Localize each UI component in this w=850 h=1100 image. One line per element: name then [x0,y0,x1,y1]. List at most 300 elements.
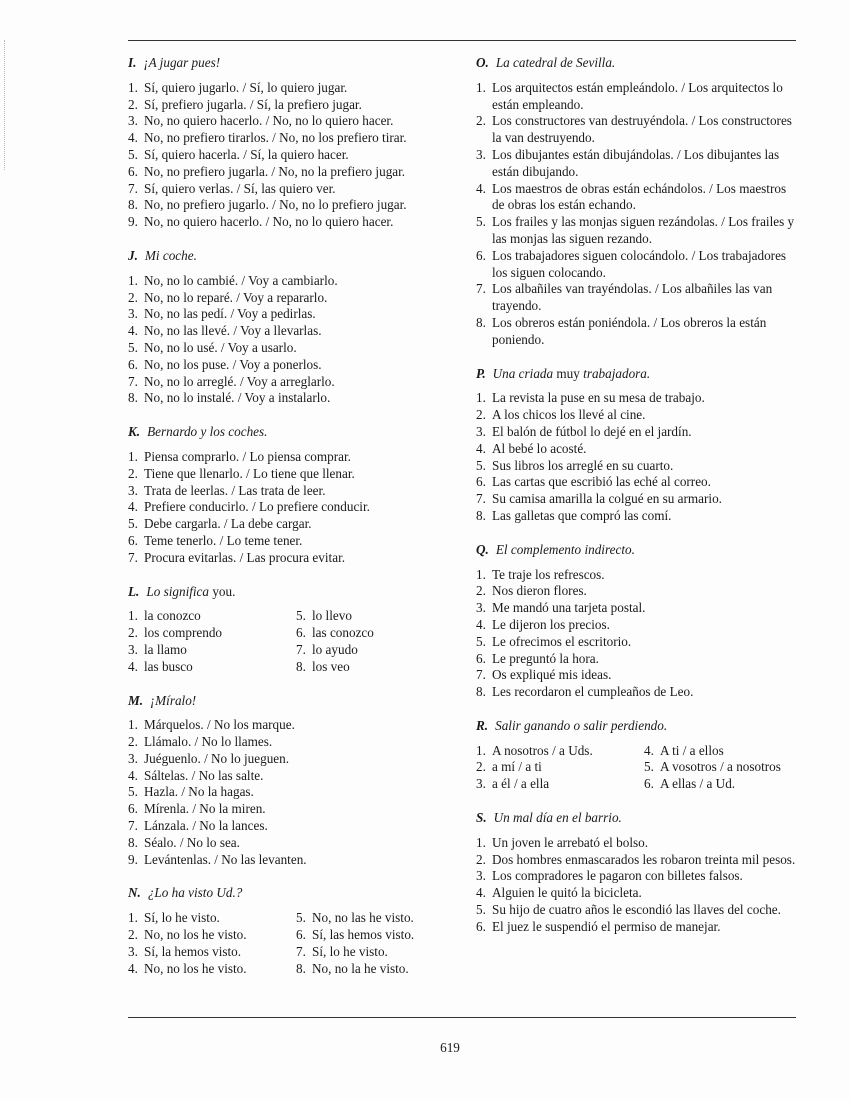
section-title [128,693,438,710]
answer-item [476,407,796,424]
item-text: Piensa comprarlo. / Lo piensa comprar. [144,448,351,464]
top-rule [128,40,796,41]
answer-item [476,491,796,508]
item-number: 8. [296,658,306,674]
answer-item [296,961,438,978]
answer-list [128,80,438,231]
answer-item [128,550,438,567]
page-number: 619 [440,1040,460,1055]
section-title [476,366,796,383]
item-number: 3. [128,641,138,657]
item-number: 1. [128,272,138,288]
section-title [128,424,438,441]
item-text: El juez le suspendió el permiso de manejar. [492,918,721,934]
item-number: 3. [128,943,138,959]
answer-item [644,759,796,776]
item-number: 6. [128,801,138,817]
item-text: Los dibujantes están dibujándolas. / Los dibujantes las están dibujando. [492,146,780,179]
answer-item [476,458,796,475]
item-text: Sí, quiero hacerla. / Sí, la quiero hacer. [144,146,349,162]
item-number: 3. [128,113,138,129]
item-text: Hazla. / No la hagas. [144,784,254,800]
item-text: Tiene que llenarlo. / Lo tiene que llenar. [144,465,355,481]
item-number: 3. [476,776,486,792]
item-text: Le dijeron los precios. [492,616,610,632]
item-text: No, no las pedí. / Voy a pedirlas. [144,306,316,322]
item-text: La revista la puse en su mesa de trabajo. [492,390,705,406]
item-text: Os expliqué mis ideas. [492,667,612,683]
item-number: 7. [476,491,486,507]
item-number: 2. [476,407,486,423]
answer-grid [128,910,438,977]
item-number: 1. [476,390,486,406]
item-number: 6. [476,247,486,263]
answer-item [476,441,796,458]
item-number: 4. [128,499,138,515]
answer-item [644,743,796,760]
answer-item [476,651,796,668]
item-number: 7. [128,818,138,834]
item-text: No, no los he visto. [144,960,247,976]
item-number: 1. [128,910,138,926]
answer-item [128,516,438,533]
item-text: No, no lo instalé. / Voy a instalarlo. [144,390,331,406]
section-title-text: ¡A jugar pues! [143,55,221,70]
item-number: 2. [128,734,138,750]
answer-item [128,197,438,214]
section-title-text: Un mal día en el barrio. [493,810,622,826]
item-number: 5. [128,339,138,355]
item-text: Un joven le arrebató el bolso. [492,834,649,850]
item-text: Los maestros de obras están echándolos. / Los maestros de obras los están echando. [492,180,787,213]
answer-item [128,717,438,734]
item-text: Sí, prefiero jugarla. / Sí, la prefiero jugar. [144,96,362,112]
item-text: No, no lo cambié. / Voy a cambiarlo. [144,272,338,288]
answer-item [476,281,796,315]
answer-item [644,776,796,793]
answer-list [128,449,438,567]
item-number: 2. [128,625,138,641]
left-column [128,55,438,994]
item-number: 1. [128,608,138,624]
answer-item [476,113,796,147]
answer-item [128,466,438,483]
answer-item [128,642,296,659]
item-text: a mí / a ti [492,759,542,775]
answer-item [476,583,796,600]
item-text: Me mandó una tarjeta postal. [492,600,646,616]
section-title-text: ¡Míralo! [150,692,197,708]
answer-item [128,768,438,785]
answer-item [476,776,644,793]
answer-item [128,608,296,625]
item-text: Sí, lo he visto. [144,910,220,926]
section [128,424,438,566]
item-number: 3. [476,146,486,162]
item-text: No, no prefiero tirarlos. / No, no los prefiero tirar. [144,130,407,146]
answer-item [128,801,438,818]
section-letter: L. [128,583,140,599]
section [476,718,796,793]
section-title-text: Una criada [492,365,554,381]
section-letter: S. [476,810,487,826]
answer-item [476,474,796,491]
item-text: A vosotros / a nosotros [660,759,781,775]
item-text: No, no lo reparé. / Voy a repararlo. [144,289,328,305]
item-text: Le ofrecimos el escritorio. [492,633,632,649]
item-text: Les recordaron el cumpleaños de Leo. [492,684,694,700]
answer-item [476,508,796,525]
answer-item [296,944,438,961]
item-number: 3. [128,750,138,766]
answer-item [128,927,296,944]
item-number: 5. [476,633,486,649]
item-number: 1. [476,79,486,95]
item-number: 1. [476,742,486,758]
answer-item [128,164,438,181]
section [128,584,438,676]
item-text: Sí, lo he visto. [312,943,388,959]
section-title-mid: muy [553,365,584,381]
item-number: 2. [476,113,486,129]
section-letter: K. [128,424,141,440]
item-text: El balón de fútbol lo dejé en el jardín. [492,423,692,439]
item-text: No, no lo arreglé. / Voy a arreglarlo. [144,373,335,389]
item-number: 7. [296,943,306,959]
section-title-text: ¿Lo ha visto Ud.? [147,885,243,901]
answer-item [296,659,438,676]
section-title [476,718,796,735]
item-number: 3. [128,306,138,322]
item-number: 2. [476,583,486,599]
item-text: A nosotros / a Uds. [492,742,593,758]
item-number: 6. [476,474,486,490]
answer-item [128,659,296,676]
section-title-end: trabajadora. [583,365,651,381]
answer-item [128,910,296,927]
answer-item [476,600,796,617]
section-title [128,55,438,72]
item-number: 7. [296,641,306,657]
item-text: Sí, la hemos visto. [144,943,242,959]
answer-item [128,751,438,768]
item-text: Las cartas que escribió las eché al correo. [492,474,711,490]
item-number: 2. [128,927,138,943]
item-text: Debe cargarla. / La debe cargar. [144,516,312,532]
item-number: 6. [476,918,486,934]
section [128,885,438,977]
item-text: Al bebé lo acosté. [492,440,587,456]
item-number: 3. [128,482,138,498]
section-title-text: Salir ganando o salir perdiendo. [495,717,668,733]
item-number: 5. [128,784,138,800]
margin-mark [4,40,6,170]
bottom-rule [128,1017,796,1018]
answer-item [128,390,438,407]
item-text: No, no prefiero jugarla. / No, no la prefiero jugar. [144,163,406,179]
item-number: 4. [128,767,138,783]
item-text: Sí, quiero verlas. / Sí, las quiero ver. [144,180,336,196]
item-text: Le preguntó la hora. [492,650,599,666]
item-number: 9. [128,214,138,230]
item-text: Levántenlas. / No las levanten. [144,851,307,867]
answer-item [476,181,796,215]
answer-item [476,852,796,869]
item-number: 2. [128,465,138,481]
item-number: 6. [128,356,138,372]
answer-item [476,147,796,181]
answer-item [476,868,796,885]
answer-item [128,130,438,147]
answer-grid [476,743,796,793]
item-number: 5. [128,516,138,532]
section-title-text: El complemento indirecto. [495,541,635,557]
item-number: 8. [476,684,486,700]
item-text: Su camisa amarilla la colgué en su armario. [492,491,722,507]
answer-item [128,852,438,869]
answer-item [128,357,438,374]
section-letter: R. [476,717,489,733]
item-number: 1. [128,448,138,464]
item-text: los veo [312,658,350,674]
section-title [128,584,438,601]
item-text: lo ayudo [312,641,358,657]
section-title-text: Bernardo y los coches. [147,424,268,440]
answer-item [128,306,438,323]
section-title [128,248,438,265]
item-number: 3. [476,423,486,439]
section [128,248,438,407]
item-number: 6. [128,532,138,548]
item-text: Sáltelas. / No las salte. [144,767,264,783]
item-number: 4. [476,180,486,196]
answer-item [476,684,796,701]
item-number: 4. [128,658,138,674]
item-number: 4. [476,885,486,901]
item-text: la llamo [144,641,187,657]
answer-item [128,818,438,835]
item-number: 7. [476,667,486,683]
answer-item [128,961,296,978]
item-number: 1. [128,717,138,733]
answer-item [476,390,796,407]
answer-item [476,214,796,248]
item-text: Prefiere conducirlo. / Lo prefiere conducir. [144,499,370,515]
item-number: 8. [128,390,138,406]
answer-list [476,567,796,701]
answer-item [476,315,796,349]
item-text: Su hijo de cuatro años le escondió las llaves del coche. [492,902,781,918]
answer-item [476,634,796,651]
answer-list [128,273,438,407]
item-number: 5. [476,457,486,473]
answer-item [128,113,438,130]
item-text: Los constructores van destruyéndola. / Los constructores la van destruyendo. [492,113,792,146]
section-letter: J. [128,247,138,263]
item-text: Sus libros los arreglé en su cuarto. [492,457,674,473]
item-text: a él / a ella [492,776,550,792]
item-text: No, no las llevé. / Voy a llevarlas. [144,323,322,339]
item-text: las busco [144,658,193,674]
answer-item [128,97,438,114]
answer-item [476,567,796,584]
answer-item [128,784,438,801]
item-text: Séalo. / No lo sea. [144,834,240,850]
answer-item [476,80,796,114]
section-letter: Q. [476,541,489,557]
item-text: Los obreros están poniéndola. / Los obreros la están poniendo. [492,314,767,347]
item-number: 3. [476,868,486,884]
answer-item [128,944,296,961]
item-number: 6. [476,650,486,666]
item-text: No, no quiero hacerlo. / No, no lo quiero hacer. [144,214,394,230]
item-number: 5. [128,146,138,162]
item-text: No, no prefiero jugarlo. / No, no lo prefiero jugar. [144,197,407,213]
section-title-text: Lo significa [146,583,210,599]
item-number: 5. [644,759,654,775]
section-letter: I. [128,55,137,70]
section-title [476,810,796,827]
answer-item [128,499,438,516]
item-text: Lánzala. / No la lances. [144,818,268,834]
item-text: Teme tenerlo. / Lo teme tener. [144,532,303,548]
section [128,55,438,231]
item-number: 1. [128,79,138,95]
section [476,55,796,349]
item-number: 5. [476,902,486,918]
item-number: 8. [128,197,138,213]
item-number: 7. [128,373,138,389]
item-text: A ellas / a Ud. [660,776,736,792]
section-letter: O. [476,55,489,70]
item-text: Márquelos. / No los marque. [144,717,295,733]
item-text: lo llevo [312,608,352,624]
answer-item [476,743,644,760]
section-title-suffix: you. [209,583,236,599]
item-number: 8. [128,834,138,850]
item-number: 5. [476,214,486,230]
item-number: 2. [476,851,486,867]
answer-item [476,902,796,919]
item-number: 6. [644,776,654,792]
item-text: No, no lo usé. / Voy a usarlo. [144,339,297,355]
item-text: Las galletas que compró las comí. [492,507,672,523]
item-text: No, no la he visto. [312,960,409,976]
section [476,810,796,936]
item-text: No, no quiero hacerlo. / No, no lo quiero hacer. [144,113,394,129]
item-text: Los compradores le pagaron con billetes falsos. [492,868,743,884]
answer-item [128,80,438,97]
answer-item [128,449,438,466]
item-text: las conozco [312,625,374,641]
answer-item [296,927,438,944]
answer-item [476,759,644,776]
section-title [476,542,796,559]
item-number: 2. [128,289,138,305]
item-number: 1. [476,834,486,850]
item-text: No, no las he visto. [312,910,414,926]
answer-item [128,374,438,391]
item-text: los comprendo [144,625,223,641]
item-text: Trata de leerlas. / Las trata de leer. [144,482,326,498]
item-text: Nos dieron flores. [492,583,587,599]
answer-item [476,617,796,634]
answer-item [476,919,796,936]
item-text: Juéguenlo. / No lo jueguen. [144,750,290,766]
item-number: 4. [644,742,654,758]
item-number: 2. [476,759,486,775]
answer-item [128,181,438,198]
item-text: No, no los he visto. [144,927,247,943]
answer-item [476,424,796,441]
item-number: 4. [128,960,138,976]
item-text: Los albañiles van trayéndolas. / Los albañiles las van trayendo. [492,281,773,314]
answer-list [476,390,796,524]
answer-item [128,483,438,500]
section [128,693,438,869]
item-number: 6. [128,163,138,179]
answer-grid [128,608,438,675]
item-number: 2. [128,96,138,112]
section-title-text: Mi coche. [144,247,197,263]
answer-item [128,625,296,642]
item-number: 9. [128,851,138,867]
item-number: 7. [128,180,138,196]
section-title-text: La catedral de Sevilla. [495,55,616,70]
item-text: Llámalo. / No lo llames. [144,734,273,750]
item-number: 4. [128,130,138,146]
item-number: 7. [476,281,486,297]
section-title [128,885,438,902]
right-column [476,55,796,953]
item-number: 5. [296,608,306,624]
answer-item [296,910,438,927]
section [476,366,796,525]
item-number: 8. [476,314,486,330]
answer-item [128,323,438,340]
item-text: Sí, quiero jugarlo. / Sí, lo quiero jugar. [144,79,348,95]
item-number: 1. [476,566,486,582]
answer-item [128,734,438,751]
answer-item [128,835,438,852]
item-number: 4. [476,616,486,632]
answer-item [128,147,438,164]
section-letter: M. [128,692,144,708]
item-number: 5. [296,910,306,926]
item-text: Dos hombres enmascarados les robaron treinta mil pesos. [492,851,796,867]
item-text: Alguien le quitó la bicicleta. [492,885,642,901]
item-text: A ti / a ellos [660,742,724,758]
answer-item [128,340,438,357]
item-number: 4. [128,323,138,339]
item-text: No, no los puse. / Voy a ponerlos. [144,356,322,372]
answer-item [476,885,796,902]
item-number: 6. [296,625,306,641]
answer-item [128,273,438,290]
item-number: 6. [296,927,306,943]
section-letter: N. [128,885,141,901]
answer-item [128,214,438,231]
answer-item [296,642,438,659]
answer-item [128,533,438,550]
answer-item [296,608,438,625]
answer-list [128,717,438,868]
item-text: Te traje los refrescos. [492,566,605,582]
section [476,542,796,701]
answer-item [476,248,796,282]
answer-list [476,835,796,936]
section-letter: P. [476,365,486,381]
